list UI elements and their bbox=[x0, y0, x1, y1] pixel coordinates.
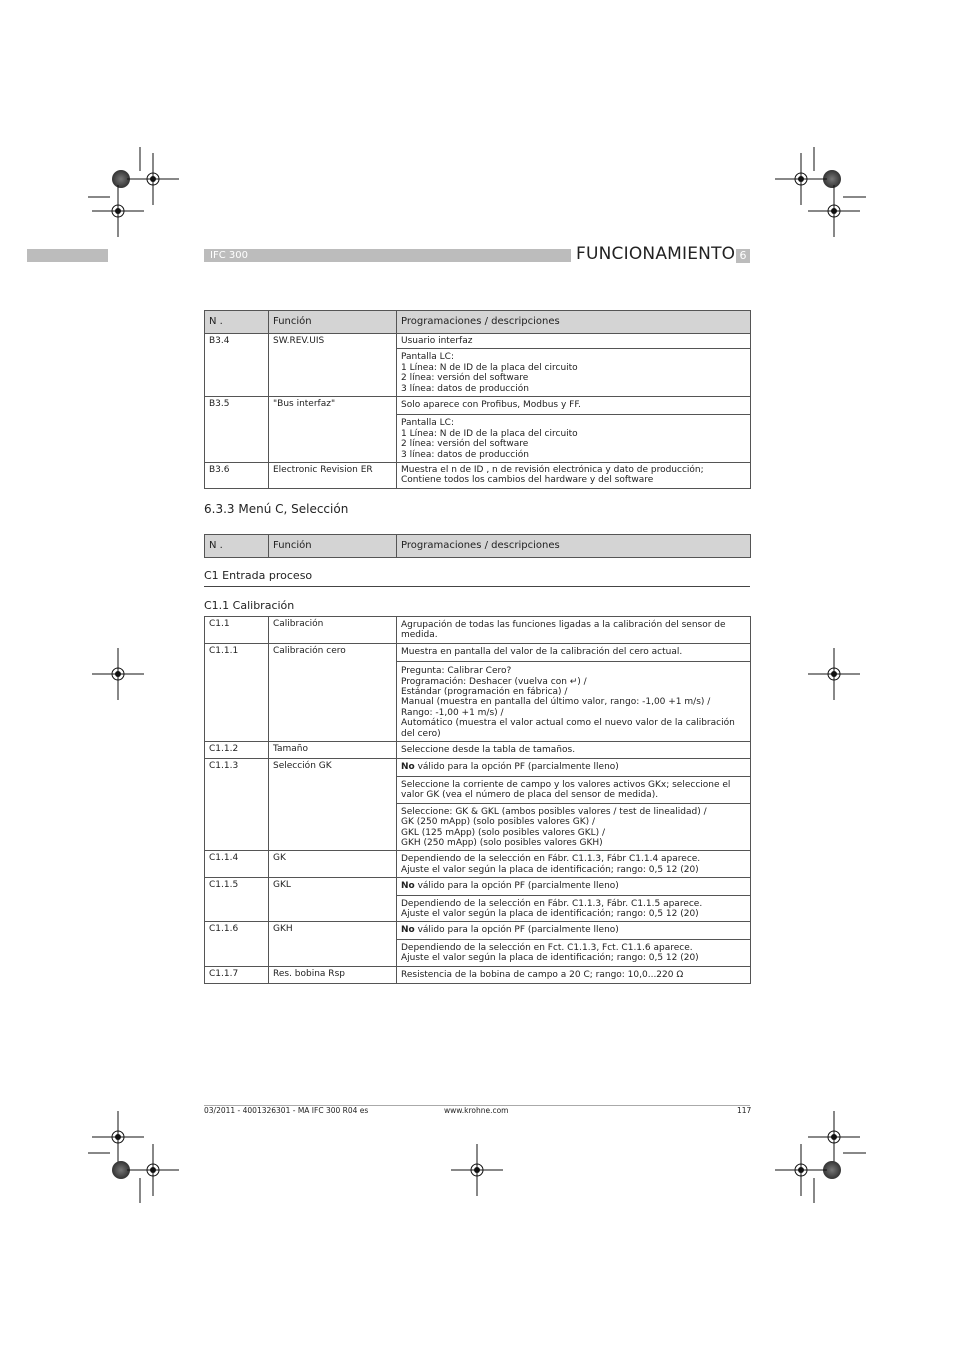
cell-function: SW.REV.UIS bbox=[269, 334, 397, 397]
cell-no: C1.1.5 bbox=[205, 878, 269, 922]
cell-no: C1.1.4 bbox=[205, 851, 269, 878]
subsection-c11-title: C1.1 Calibración bbox=[204, 599, 295, 612]
cell-function: GKH bbox=[269, 922, 397, 966]
cell-function: Selección GK bbox=[269, 759, 397, 851]
cell-description: Dependiendo de la selección en Fct. C1.1.3, Fct. C1.1.6 aparece. Ajuste el valor según la placa de identificación; rango: 0,5 12 (20) bbox=[397, 939, 751, 966]
cell-function: "Bus interfaz" bbox=[269, 397, 397, 463]
cell-function: Electronic Revision ER bbox=[269, 463, 397, 489]
cell-function: Tamaño bbox=[269, 742, 397, 759]
subsection-c1-title: C1 Entrada proceso bbox=[204, 569, 313, 582]
description-text: válido para la opción PF (parcialmente lleno) bbox=[414, 925, 619, 936]
cell-no: C1.1.7 bbox=[205, 966, 269, 983]
section-title: 6.3.3 Menú C, Selección bbox=[204, 502, 349, 516]
cell-description: Dependiendo de la selección en Fábr. C1.1.3, Fábr C1.1.4 aparece. Ajuste el valor según la placa de identificación; rango: 0,5 12 (20) bbox=[397, 851, 751, 878]
col-header-no: N . bbox=[205, 311, 269, 334]
cell-no: C1.1 bbox=[205, 617, 269, 644]
no-label: No bbox=[401, 881, 415, 892]
description-text: válido para la opción PF (parcialmente lleno) bbox=[414, 881, 619, 892]
cell-no: B3.5 bbox=[205, 397, 269, 463]
cell-no: C1.1.2 bbox=[205, 742, 269, 759]
col-header-function: Función bbox=[269, 311, 397, 334]
cell-function: GKL bbox=[269, 878, 397, 922]
cell-function: GK bbox=[269, 851, 397, 878]
cell-no: C1.1.6 bbox=[205, 922, 269, 966]
header-product: IFC 300 bbox=[210, 250, 248, 261]
col-header-function: Función bbox=[269, 535, 397, 558]
cell-no: C1.1.1 bbox=[205, 643, 269, 741]
cell-no: C1.1.3 bbox=[205, 759, 269, 851]
cell-no: B3.4 bbox=[205, 334, 269, 397]
cell-description: Agrupación de todas las funciones ligadas a la calibración del sensor de medida. bbox=[397, 617, 751, 644]
header-title: FUNCIONAMIENTO bbox=[576, 244, 736, 264]
cell-function: Res. bobina Rsp bbox=[269, 966, 397, 983]
footer-doc-id: 03/2011 - 4001326301 - MA IFC 300 R04 es bbox=[204, 1106, 369, 1115]
no-label: No bbox=[401, 925, 415, 936]
description-text: válido para la opción PF (parcialmente lleno) bbox=[414, 762, 619, 773]
footer-page-number: 117 bbox=[737, 1106, 752, 1115]
cell-description: Muestra en pantalla del valor de la calibración del cero actual. bbox=[397, 643, 751, 661]
cell-description: Dependiendo de la selección en Fábr. C1.1.3, Fábr. C1.1.5 aparece. Ajuste el valor según la placa de identificación; rango: 0,5 12 (20) bbox=[397, 895, 751, 922]
cell-description: Solo aparece con Profibus, Modbus y FF. bbox=[397, 397, 751, 415]
cell-description: Seleccione: GK & GKL (ambos posibles valores / test de linealidad) / GK (250 mApp) (solo posibles valores GK) / GKL (125 mApp) (solo posibles valores GKL) / GKH (250 mApp) (solo posibles valores GKH) bbox=[397, 803, 751, 851]
cell-description: Usuario interfaz bbox=[397, 334, 751, 349]
col-header-no: N . bbox=[205, 535, 269, 558]
footer-website: www.krohne.com bbox=[444, 1106, 509, 1115]
cell-description: Resistencia de la bobina de campo a 20 C; rango: 10,0...220 Ω bbox=[397, 966, 751, 983]
col-header-description: Programaciones / descripciones bbox=[397, 535, 751, 558]
cell-no: B3.6 bbox=[205, 463, 269, 489]
cell-description: Pantalla LC: 1 Línea: N de ID de la placa del circuito 2 línea: versión del software 3 línea: datos de producción bbox=[397, 349, 751, 397]
no-label: No bbox=[401, 762, 415, 773]
cell-description: Pantalla LC: 1 Línea: N de ID de la placa del circuito 2 línea: versión del software 3 línea: datos de producción bbox=[397, 415, 751, 463]
cell-function: Calibración bbox=[269, 617, 397, 644]
cell-description: Seleccione la corriente de campo y los valores activos GKx; seleccione el valor GK (vea el número de placa del sensor de medida). bbox=[397, 776, 751, 803]
cell-function: Calibración cero bbox=[269, 643, 397, 741]
cell-description: Muestra el n de ID , n de revisión electrónica y dato de producción; Contiene todos los cambios del hardware y del software bbox=[397, 463, 751, 489]
cell-description: Seleccione desde la tabla de tamaños. bbox=[397, 742, 751, 759]
col-header-description: Programaciones / descripciones bbox=[397, 311, 751, 334]
cell-description: Pregunta: Calibrar Cero? Programación: Deshacer (vuelva con ↵) / Estándar (programación en fábrica) / Manual (muestra en pantalla del último valor, rango: -1,00 +1 m/s) / Rango: -1,00 +1 m/s) / Automático (muestra el valor actual como el nuevo valor de la calibración del cero) bbox=[397, 662, 751, 742]
chapter-number: 6 bbox=[736, 249, 750, 263]
